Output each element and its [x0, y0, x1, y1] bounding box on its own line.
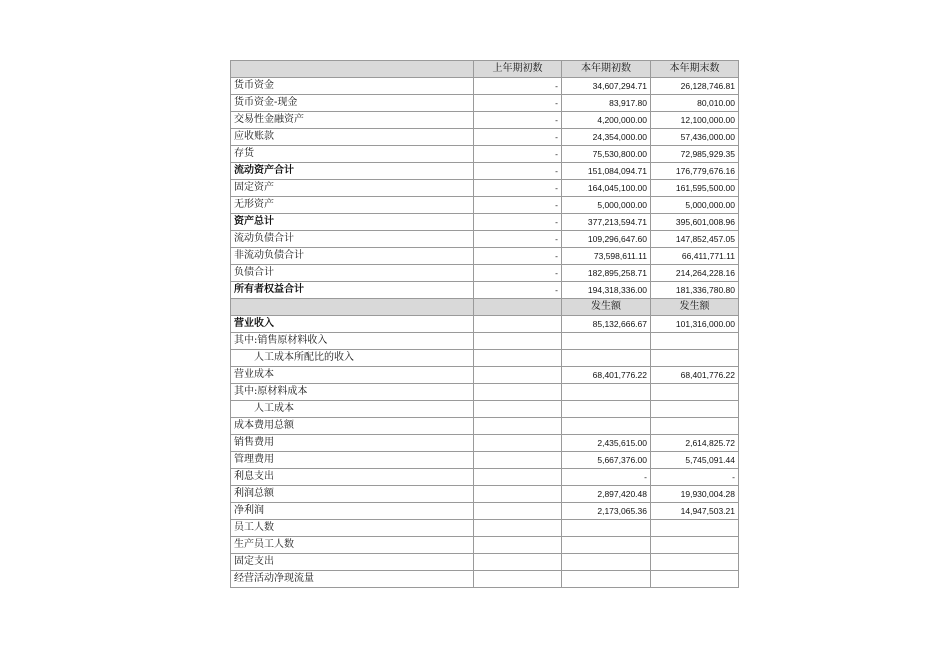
- current-open-value: -: [562, 469, 651, 486]
- current-close-value: [651, 333, 739, 350]
- current-open-value: [562, 350, 651, 367]
- current-open-value: 2,897,420.48: [562, 486, 651, 503]
- table-row: [231, 146, 739, 163]
- current-close-value: 2,614,825.72: [651, 435, 739, 452]
- current-open-value: 4,200,000.00: [562, 112, 651, 129]
- row-label: 人工成本所配比的收入: [231, 350, 474, 367]
- header-cell-prev-year-open: 上年期初数: [474, 61, 562, 78]
- current-open-value: 5,667,376.00: [562, 452, 651, 469]
- prev-year-open-value: -: [474, 248, 562, 265]
- table-row: [231, 112, 739, 129]
- current-close-value: 80,010.00: [651, 95, 739, 112]
- current-close-value: [651, 384, 739, 401]
- current-close-value: 395,601,008.96: [651, 214, 739, 231]
- table-row: [231, 180, 739, 197]
- prev-year-open-value: [474, 367, 562, 384]
- prev-year-open-value: [474, 316, 562, 333]
- prev-year-open-value: [474, 418, 562, 435]
- current-open-value: [562, 401, 651, 418]
- current-open-value: 85,132,666.67: [562, 316, 651, 333]
- header-cell-current-close: 本年期末数: [651, 61, 739, 78]
- row-label: 流动负债合计: [231, 231, 474, 248]
- current-close-value: [651, 350, 739, 367]
- current-open-value: 68,401,776.22: [562, 367, 651, 384]
- current-close-value: 12,100,000.00: [651, 112, 739, 129]
- current-open-value: [562, 333, 651, 350]
- row-label: 货币资金: [231, 78, 474, 95]
- row-label: 人工成本: [231, 401, 474, 418]
- current-close-value: 68,401,776.22: [651, 367, 739, 384]
- row-label: 所有者权益合计: [231, 282, 474, 299]
- current-close-value: 5,000,000.00: [651, 197, 739, 214]
- prev-year-open-value: [474, 486, 562, 503]
- current-close-value: [651, 418, 739, 435]
- row-label: 负债合计: [231, 265, 474, 282]
- row-label: 固定支出: [231, 554, 474, 571]
- row-label: 固定资产: [231, 180, 474, 197]
- row-label: 资产总计: [231, 214, 474, 231]
- table-row: [231, 333, 739, 350]
- prev-year-open-value: [474, 554, 562, 571]
- row-label: 员工人数: [231, 520, 474, 537]
- header-cell-amount-open: 发生额: [562, 299, 651, 316]
- prev-year-open-value: -: [474, 146, 562, 163]
- table-row: [231, 95, 739, 112]
- current-open-value: [562, 571, 651, 588]
- table-row: [231, 486, 739, 503]
- table-row: [231, 554, 739, 571]
- table-row: [231, 316, 739, 333]
- table-row: [231, 367, 739, 384]
- prev-year-open-value: -: [474, 214, 562, 231]
- prev-year-open-value: -: [474, 180, 562, 197]
- table-row: [231, 418, 739, 435]
- prev-year-open-value: [474, 333, 562, 350]
- current-close-value: 5,745,091.44: [651, 452, 739, 469]
- row-label: 其中:销售原材料收入: [231, 333, 474, 350]
- row-label: 利润总额: [231, 486, 474, 503]
- table-row: [231, 197, 739, 214]
- header-cell-blank-2: [474, 299, 562, 316]
- prev-year-open-value: [474, 350, 562, 367]
- table-row: [231, 129, 739, 146]
- current-close-value: -: [651, 469, 739, 486]
- current-open-value: 151,084,094.71: [562, 163, 651, 180]
- table-row: [231, 78, 739, 95]
- table-row: [231, 503, 739, 520]
- prev-year-open-value: [474, 401, 562, 418]
- current-open-value: 2,173,065.36: [562, 503, 651, 520]
- current-close-value: [651, 520, 739, 537]
- table-row: [231, 282, 739, 299]
- prev-year-open-value: -: [474, 163, 562, 180]
- table-row: [231, 265, 739, 282]
- header-row-amount: [231, 299, 739, 316]
- row-label: 生产员工人数: [231, 537, 474, 554]
- current-open-value: 5,000,000.00: [562, 197, 651, 214]
- current-close-value: 161,595,500.00: [651, 180, 739, 197]
- header-cell-blank: [231, 61, 474, 78]
- table-row: [231, 452, 739, 469]
- table-row: [231, 350, 739, 367]
- current-close-value: 214,264,228.16: [651, 265, 739, 282]
- current-close-value: [651, 401, 739, 418]
- prev-year-open-value: -: [474, 95, 562, 112]
- prev-year-open-value: [474, 571, 562, 588]
- row-label: 应收账款: [231, 129, 474, 146]
- current-open-value: 75,530,800.00: [562, 146, 651, 163]
- header-cell-blank: [231, 299, 474, 316]
- current-close-value: 26,128,746.81: [651, 78, 739, 95]
- row-label: 成本费用总额: [231, 418, 474, 435]
- prev-year-open-value: [474, 503, 562, 520]
- prev-year-open-value: -: [474, 78, 562, 95]
- current-close-value: 66,411,771.11: [651, 248, 739, 265]
- current-open-value: 34,607,294.71: [562, 78, 651, 95]
- prev-year-open-value: [474, 452, 562, 469]
- current-open-value: 164,045,100.00: [562, 180, 651, 197]
- row-label: 流动资产合计: [231, 163, 474, 180]
- financial-table-body: [231, 61, 739, 588]
- current-open-value: [562, 418, 651, 435]
- current-open-value: 109,296,647.60: [562, 231, 651, 248]
- current-close-value: [651, 537, 739, 554]
- table-row: [231, 537, 739, 554]
- current-close-value: 72,985,929.35: [651, 146, 739, 163]
- current-close-value: [651, 571, 739, 588]
- current-open-value: 2,435,615.00: [562, 435, 651, 452]
- prev-year-open-value: [474, 520, 562, 537]
- table-row: [231, 248, 739, 265]
- prev-year-open-value: -: [474, 129, 562, 146]
- row-label: 营业收入: [231, 316, 474, 333]
- row-label: 其中:原材料成本: [231, 384, 474, 401]
- row-label: 存货: [231, 146, 474, 163]
- prev-year-open-value: -: [474, 265, 562, 282]
- table-row: [231, 571, 739, 588]
- prev-year-open-value: -: [474, 231, 562, 248]
- table-row: [231, 435, 739, 452]
- current-close-value: 181,336,780.80: [651, 282, 739, 299]
- table-row: [231, 520, 739, 537]
- row-label: 无形资产: [231, 197, 474, 214]
- row-label: 营业成本: [231, 367, 474, 384]
- row-label: 利息支出: [231, 469, 474, 486]
- financial-table: [230, 60, 739, 588]
- current-close-value: [651, 554, 739, 571]
- current-close-value: 19,930,004.28: [651, 486, 739, 503]
- current-open-value: [562, 554, 651, 571]
- row-label: 交易性金融资产: [231, 112, 474, 129]
- header-cell-amount-close: 发生额: [651, 299, 739, 316]
- current-open-value: 24,354,000.00: [562, 129, 651, 146]
- current-close-value: 147,852,457.05: [651, 231, 739, 248]
- current-open-value: [562, 520, 651, 537]
- current-close-value: 14,947,503.21: [651, 503, 739, 520]
- current-open-value: 83,917.80: [562, 95, 651, 112]
- table-row: [231, 214, 739, 231]
- current-open-value: 73,598,611.11: [562, 248, 651, 265]
- prev-year-open-value: [474, 537, 562, 554]
- table-row: [231, 401, 739, 418]
- current-open-value: 377,213,594.71: [562, 214, 651, 231]
- row-label: 销售费用: [231, 435, 474, 452]
- prev-year-open-value: -: [474, 197, 562, 214]
- prev-year-open-value: [474, 469, 562, 486]
- row-label: 非流动负债合计: [231, 248, 474, 265]
- current-open-value: [562, 537, 651, 554]
- current-open-value: [562, 384, 651, 401]
- table-row: [231, 469, 739, 486]
- current-open-value: 194,318,336.00: [562, 282, 651, 299]
- prev-year-open-value: [474, 435, 562, 452]
- row-label: 货币资金-现金: [231, 95, 474, 112]
- header-cell-current-open: 本年期初数: [562, 61, 651, 78]
- prev-year-open-value: -: [474, 112, 562, 129]
- current-close-value: 101,316,000.00: [651, 316, 739, 333]
- prev-year-open-value: [474, 384, 562, 401]
- current-close-value: 176,779,676.16: [651, 163, 739, 180]
- prev-year-open-value: -: [474, 282, 562, 299]
- header-row-period: [231, 61, 739, 78]
- table-row: [231, 231, 739, 248]
- table-row: [231, 384, 739, 401]
- table-row: [231, 163, 739, 180]
- current-open-value: 182,895,258.71: [562, 265, 651, 282]
- row-label: 净利润: [231, 503, 474, 520]
- row-label: 经营活动净现流量: [231, 571, 474, 588]
- current-close-value: 57,436,000.00: [651, 129, 739, 146]
- row-label: 管理费用: [231, 452, 474, 469]
